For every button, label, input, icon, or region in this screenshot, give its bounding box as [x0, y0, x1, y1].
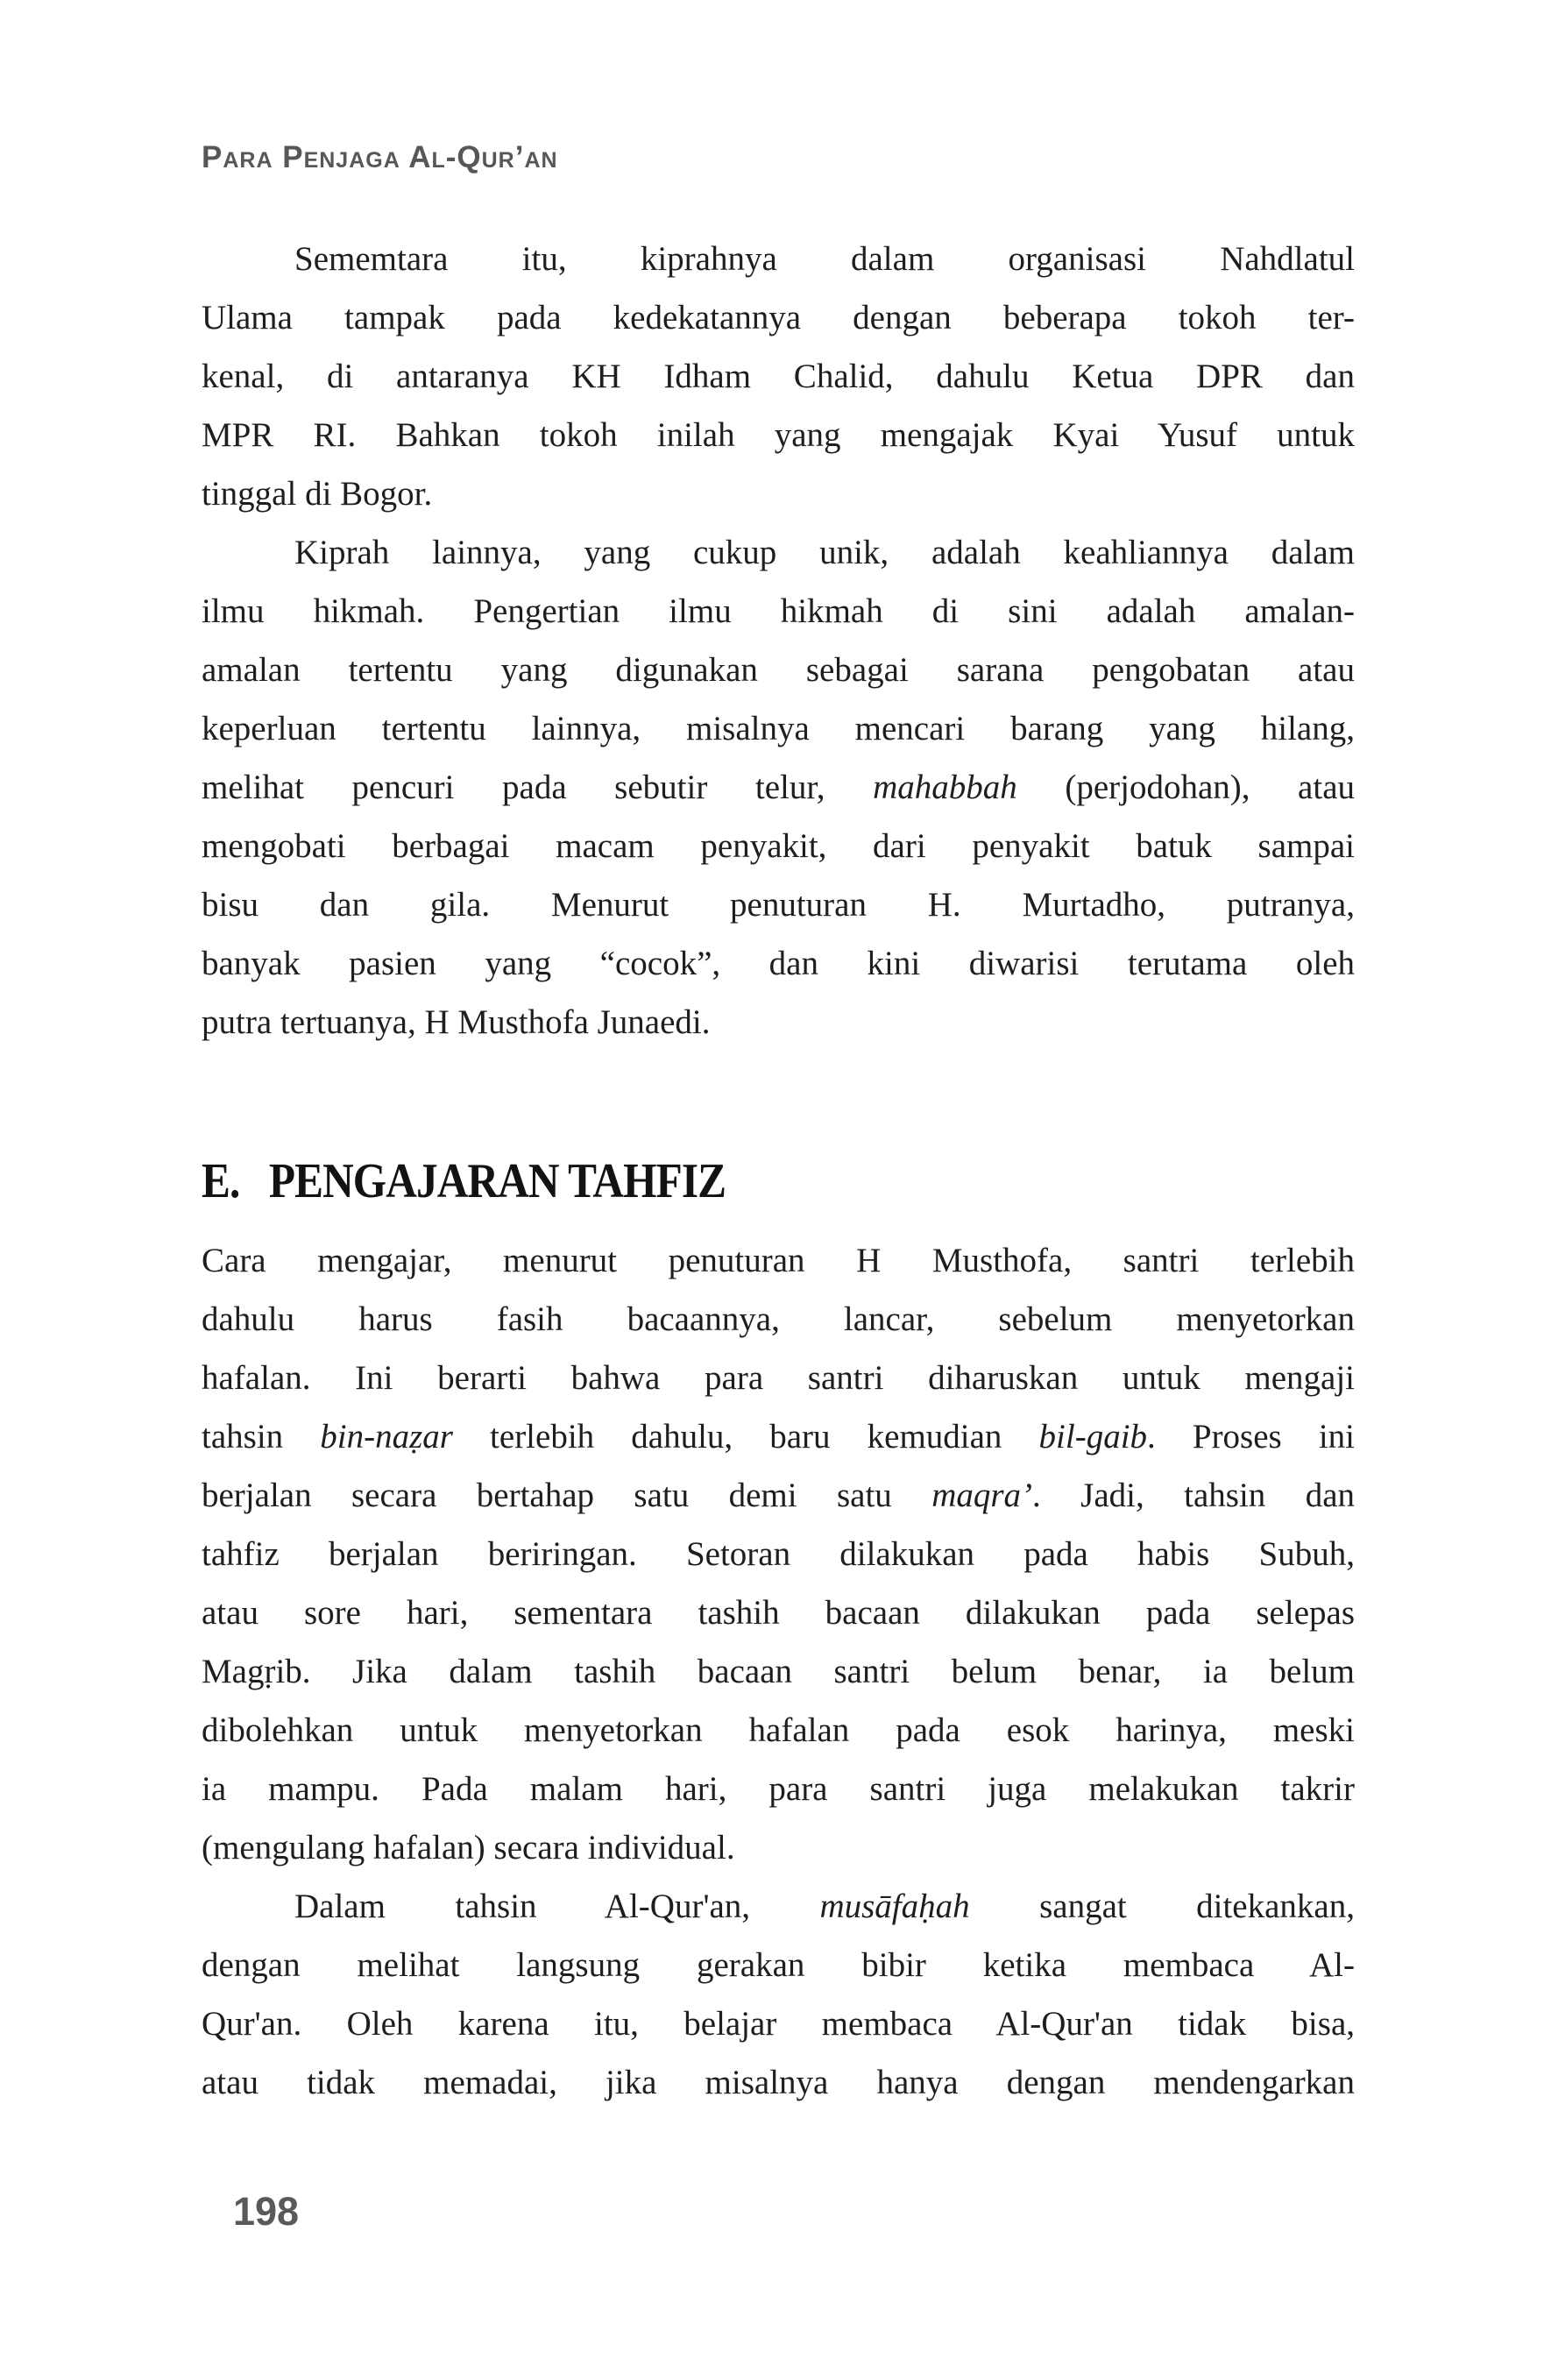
section-heading-label: E.: [202, 1154, 240, 1208]
text-line: Sememtara itu, kiprahnya dalam organisasi Nahdlatul: [294, 240, 1355, 278]
text-line: dengan melihat langsung gerakan bibir ketika membaca Al-: [202, 1946, 1355, 1984]
text-line: mengobati berbagai macam penyakit, dari penyakit batuk sampai: [202, 827, 1355, 865]
paragraph: [202, 1877, 1355, 2112]
text-line: ilmu hikmah. Pengertian ilmu hikmah di sini adalah amalan-: [202, 592, 1355, 630]
text-line: tahfiz berjalan beriringan. Setoran dilakukan pada habis Subuh,: [202, 1535, 1355, 1573]
text-line: Kiprah lainnya, yang cukup unik, adalah keahliannya dalam: [294, 534, 1355, 571]
text-line: Ulama tampak pada kedekatannya dengan beberapa tokoh ter-: [202, 299, 1355, 336]
text-line: Magṛib. Jika dalam tashih bacaan santri belum benar, ia belum: [202, 1653, 1355, 1690]
text-line: putra tertuanya, H Musthofa Junaedi.: [202, 1003, 711, 1041]
text-line: kenal, di antaranya KH Idham Chalid, dahulu Ketua DPR dan: [202, 358, 1355, 395]
text-line: bisu dan gila. Menurut penuturan H. Murtadho, putranya,: [202, 886, 1355, 924]
text-line: keperluan tertentu lainnya, misalnya mencari barang yang hilang,: [202, 710, 1355, 747]
text-line: ia mampu. Pada malam hari, para santri juga melakukan takrir: [202, 1770, 1355, 1808]
paragraph: [202, 523, 1355, 1052]
text-line: berjalan secara bertahap satu demi satu maqra’. Jadi, tahsin dan: [202, 1477, 1355, 1514]
section-heading: [202, 1151, 1355, 1212]
text-line: amalan tertentu yang digunakan sebagai sarana pengobatan atau: [202, 651, 1355, 689]
page-number: 198: [233, 2189, 300, 2234]
running-header: Para Penjaga Al-Qur’an: [202, 140, 558, 174]
text-line: dibolehkan untuk menyetorkan hafalan pada esok harinya, meski: [202, 1711, 1355, 1749]
text-line: banyak pasien yang “cocok”, dan kini diwarisi terutama oleh: [202, 945, 1355, 982]
text-line: (mengulang hafalan) secara individual.: [202, 1829, 735, 1866]
text-line: atau sore hari, sementara tashih bacaan dilakukan pada selepas: [202, 1594, 1355, 1632]
text-line: melihat pencuri pada sebutir telur, mahabbah (perjodohan), atau: [202, 769, 1356, 806]
paragraph: [202, 230, 1355, 523]
text-line: Cara mengajar, menurut penuturan H Musthofa, santri terlebih: [202, 1242, 1355, 1279]
text-line: MPR RI. Bahkan tokoh inilah yang mengajak Kyai Yusuf untuk: [202, 416, 1355, 454]
text-line: tinggal di Bogor.: [202, 475, 433, 513]
text-line: hafalan. Ini berarti bahwa para santri diharuskan untuk mengaji: [202, 1359, 1355, 1397]
text-line: dahulu harus fasih bacaannya, lancar, sebelum menyetorkan: [202, 1300, 1355, 1338]
article: [202, 230, 1355, 2112]
text-line: Qur'an. Oleh karena itu, belajar membaca Al-Qur'an tidak bisa,: [202, 2005, 1355, 2043]
text-line: tahsin bin-naẓar terlebih dahulu, baru kemudian bil-gaib. Proses ini: [202, 1418, 1355, 1456]
text-line: Dalam tahsin Al-Qur'an, musāfaḥah sangat ditekankan,: [294, 1888, 1355, 1925]
text-line: atau tidak memadai, jika misalnya hanya dengan mendengarkan: [202, 2064, 1355, 2101]
section-heading-title: PENGAJARAN TAHFIZ: [268, 1154, 726, 1208]
paragraph: [202, 1231, 1355, 1877]
